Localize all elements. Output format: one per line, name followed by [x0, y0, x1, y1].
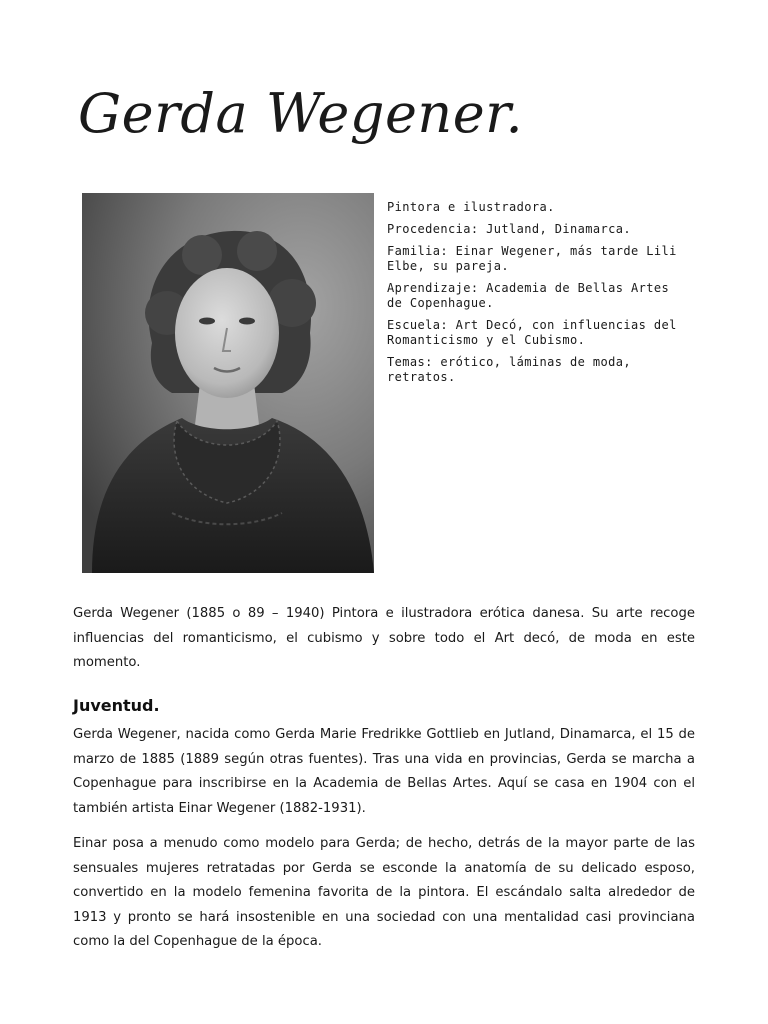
- section-paragraph: Einar posa a menudo como modelo para Gerda; de hecho, detrás de la mayor parte de las sensuales mujeres retratadas por Gerda se esconde la anatomía de su delicado esposo, convertido en la modelo femenina favorita de la pintora. El escándalo salta alrededor de 1913 y pronto se hará insostenible en una sociedad con una mentalidad casi provinciana como la del Copenhague de la época.: [73, 836, 695, 949]
- section-heading: Juventud.: [73, 696, 160, 715]
- fact-item: Pintora e ilustradora.: [387, 200, 555, 214]
- facts-list: [387, 200, 687, 392]
- fact-item: Familia: Einar Wegener, más tarde Lili Elbe, su pareja.: [387, 244, 677, 273]
- fact-item: Procedencia: Jutland, Dinamarca.: [387, 222, 631, 236]
- portrait-photo: [82, 193, 374, 573]
- fact-item: Escuela: Art Decó, con influencias del Romanticismo y el Cubismo.: [387, 318, 677, 347]
- page-title: Gerda Wegener.: [78, 82, 524, 145]
- fact-item: Temas: erótico, láminas de moda, retratos.: [387, 355, 631, 384]
- section-paragraph: Gerda Wegener, nacida como Gerda Marie Fredrikke Gottlieb en Jutland, Dinamarca, el 15 de marzo de 1885 (1889 según otras fuentes). Tras una vida en provincias, Gerda se marcha a Copenhague para inscribirse en la Academia de Bellas Artes. Aquí se casa en 1904 con el también artista Einar Wegener (1882-1931).: [73, 727, 695, 816]
- intro-paragraph: Gerda Wegener (1885 o 89 – 1940) Pintora e ilustradora erótica danesa. Su arte recoge influencias del romanticismo, el cubismo y sobre todo el Art decó, de moda en este momento.: [73, 606, 695, 670]
- fact-item: Aprendizaje: Academia de Bellas Artes de Copenhague.: [387, 281, 670, 310]
